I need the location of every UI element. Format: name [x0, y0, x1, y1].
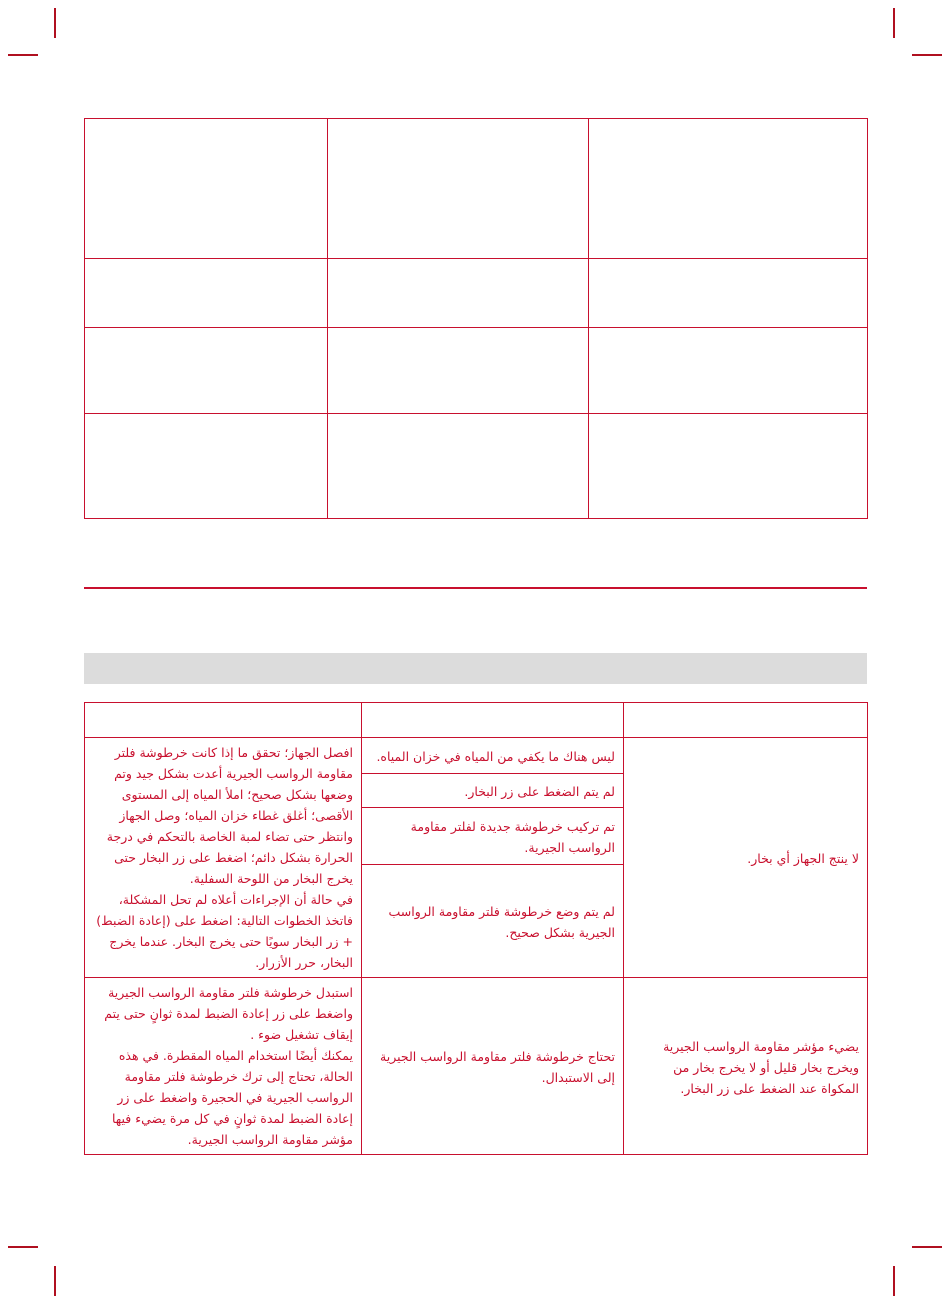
section-divider — [84, 587, 867, 589]
table-cell — [328, 119, 589, 259]
table-row — [85, 978, 868, 1155]
cause-cell: لم يتم الضغط على زر البخار. — [362, 773, 624, 808]
solution-paragraph: استبدل خرطوشة فلتر مقاومة الرواسب الجيرية واضغط على زر إعادة الضبط لمدة ثوانٍ حتى يتم إيقاف تشغيل ضوء . — [104, 985, 353, 1042]
table-cell — [328, 414, 589, 519]
solution-cell — [85, 738, 362, 978]
table-cell — [85, 414, 328, 519]
problem-cell: يضيء مؤشر مقاومة الرواسب الجيرية ويخرج بخار قليل أو لا يخرج بخار من المكواة عند الضغط على زر البخار. — [624, 978, 868, 1155]
table-cell — [589, 259, 868, 328]
solution-paragraph: افصل الجهاز؛ تحقق ما إذا كانت خرطوشة فلتر مقاومة الرواسب الجيرية أعدت بشكل جيد وتم وضعها بشكل صحيح؛ املأ المياه إلى المستوى الأقصى؛ أغلق غطاء خزان المياه؛ وصل الجهاز وانتظر حتى تضاء لمبة الخاصة بالتحكم في درجة الحرارة بشكل دائم؛ اضغط على زر البخار حتى يخرج البخار من اللوحة السفلية. — [106, 745, 353, 886]
table-row — [85, 414, 868, 519]
solution-cell — [85, 978, 362, 1155]
table-cell — [85, 119, 328, 259]
table-cell — [85, 328, 328, 414]
crop-mark-bottom-left-vertical — [54, 1266, 56, 1296]
crop-mark-top-right-horizontal — [912, 54, 942, 56]
troubleshooting-table — [84, 702, 868, 1155]
crop-mark-bottom-left-horizontal — [8, 1246, 38, 1248]
crop-mark-bottom-right-vertical — [893, 1266, 895, 1296]
cause-header-cell — [362, 703, 624, 738]
table-header-row — [85, 703, 868, 738]
table-cell — [85, 259, 328, 328]
crop-mark-top-left-vertical — [54, 8, 56, 38]
solution-paragraph: في حالة أن الإجراءات أعلاه لم تحل المشكلة، فاتخذ الخطوات التالية: اضغط على (إعادة الضبط) + زر البخار سويًا حتى يخرج البخار. عندما يخرج البخار، حرر الأزرار. — [96, 892, 353, 970]
solution-header-cell — [85, 703, 362, 738]
section-header-bar — [84, 653, 867, 684]
cause-cell: ليس هناك ما يكفي من المياه في خزان المياه. — [362, 738, 624, 774]
table-row — [85, 119, 868, 259]
crop-mark-top-right-vertical — [893, 8, 895, 38]
empty-grid-table — [84, 118, 868, 519]
crop-mark-bottom-right-horizontal — [912, 1246, 942, 1248]
table-cell — [328, 328, 589, 414]
cause-cell: لم يتم وضع خرطوشة فلتر مقاومة الرواسب الجيرية بشكل صحيح. — [362, 864, 624, 977]
table-row — [85, 328, 868, 414]
table-row — [85, 259, 868, 328]
cause-cell: تحتاج خرطوشة فلتر مقاومة الرواسب الجيرية إلى الاستبدال. — [362, 978, 624, 1155]
table-cell — [589, 328, 868, 414]
problem-header-cell — [624, 703, 868, 738]
solution-paragraph: يمكنك أيضًا استخدام المياه المقطرة. في هذه الحالة، تحتاج إلى ترك خرطوشة فلتر مقاومة الرواسب الجيرية في الحجيرة واضغط على زر إعادة الضبط لمدة ثوانٍ في كل مرة يضيء فيها مؤشر مقاومة الرواسب الجيرية. — [111, 1048, 353, 1147]
table-cell — [589, 414, 868, 519]
table-cell — [589, 119, 868, 259]
table-cell — [328, 259, 589, 328]
crop-mark-top-left-horizontal — [8, 54, 38, 56]
table-row — [85, 738, 868, 774]
cause-cell: تم تركيب خرطوشة جديدة لفلتر مقاومة الرواسب الجيرية. — [362, 808, 624, 864]
problem-cell: لا ينتج الجهاز أي بخار. — [624, 738, 868, 978]
